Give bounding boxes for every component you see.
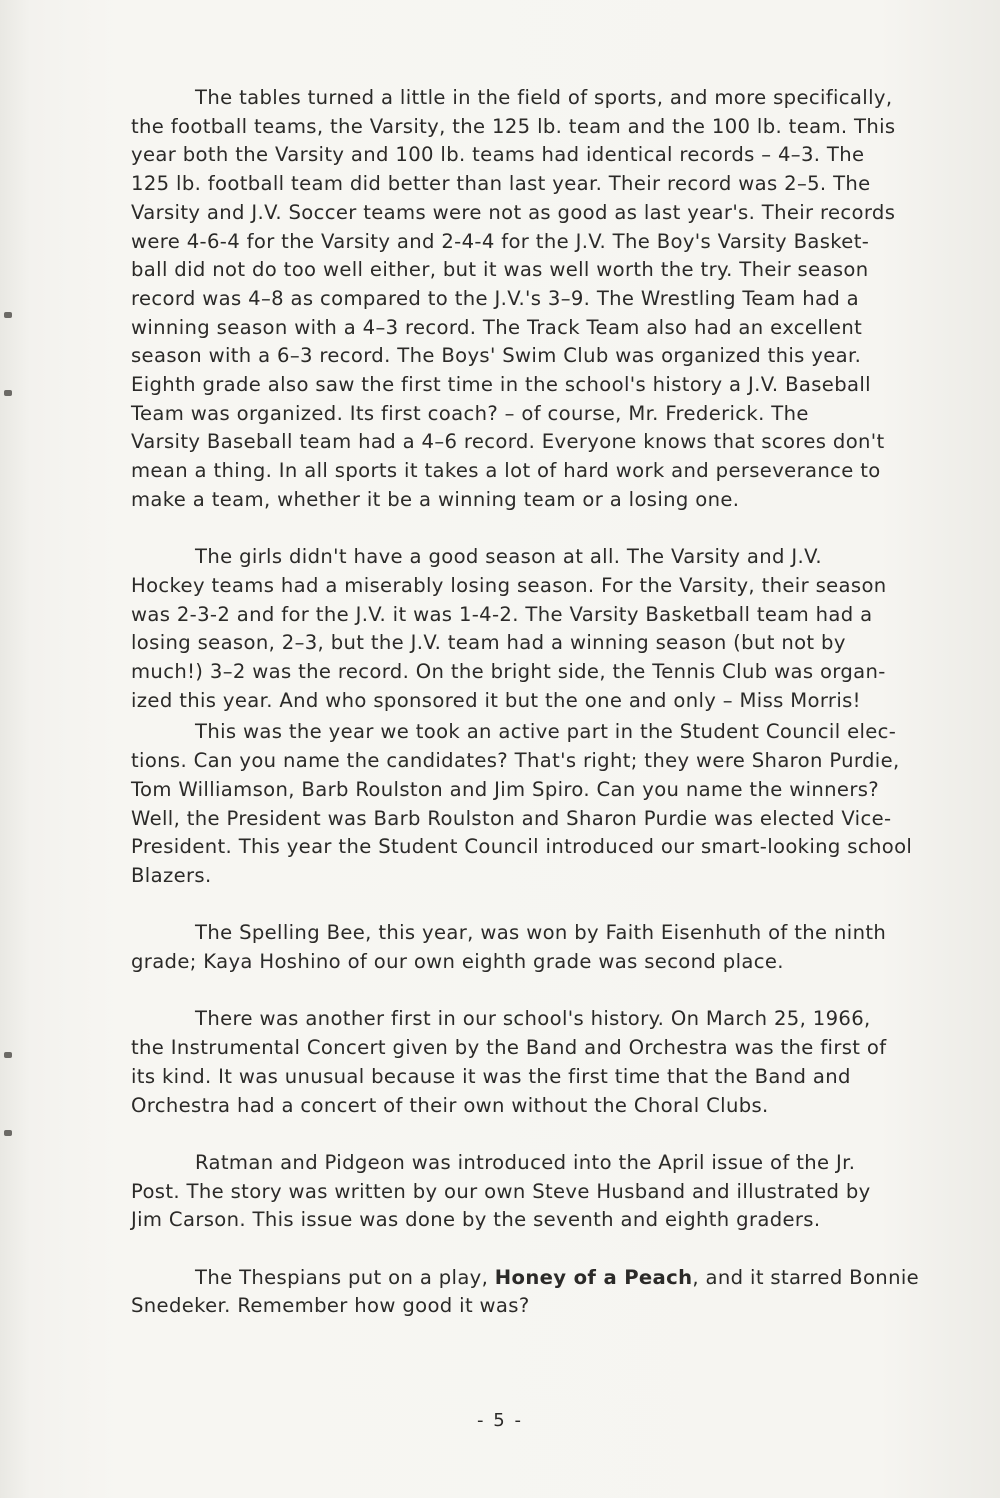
paragraph-gap — [131, 977, 931, 1006]
binding-mark — [4, 390, 12, 396]
paragraph-gap — [131, 1120, 931, 1149]
text-line: ball did not do too well either, but it was well worth the try. Their season — [131, 258, 869, 282]
text-line: winning season with a 4–3 record. The Track Team also had an excellent — [131, 315, 863, 339]
text-line: were 4-6-4 for the Varsity and 2-4-4 for the J.V. The Boy's Varsity Basket- — [131, 229, 870, 253]
text-line: make a team, whether it be a winning team or a losing one. — [131, 487, 740, 511]
text-line: Well, the President was Barb Roulston and Sharon Purdie was elected Vice- — [131, 806, 892, 830]
text-line: Post. The story was written by our own Steve Husband and illustrated by — [131, 1179, 871, 1203]
page-number: - 5 - — [477, 1410, 523, 1431]
text-line: Tom Williamson, Barb Roulston and Jim Spiro. Can you name the winners? — [131, 777, 880, 801]
text-line: Varsity and J.V. Soccer teams were not as good as last year's. Their records — [131, 200, 896, 224]
play-title: Honey of a Peach — [494, 1265, 693, 1289]
text-line: tions. Can you name the candidates? That's right; they were Sharon Purdie, — [131, 749, 900, 773]
text-line: was 2-3-2 and for the J.V. it was 1-4-2. The Varsity Basketball team had a — [131, 602, 873, 626]
text-line: The girls didn't have a good season at all. The Varsity and J.V. — [195, 545, 822, 569]
text-line: ized this year. And who sponsored it but the one and only – Miss Morris! — [131, 688, 861, 712]
body-text — [131, 84, 931, 1321]
text-line: Team was organized. Its first coach? – of course, Mr. Frederick. The — [131, 401, 809, 425]
text-line: This was the year we took an active part in the Student Council elec- — [195, 720, 897, 744]
binding-mark — [4, 1052, 12, 1058]
binding-mark — [4, 1130, 12, 1136]
text-line: the football teams, the Varsity, the 125 lb. team and the 100 lb. team. This — [131, 114, 896, 138]
text-fragment: , and it starred Bonnie — [692, 1265, 920, 1289]
paragraph-student-council — [131, 718, 931, 890]
paragraph-spelling-bee — [131, 919, 931, 976]
text-line: The tables turned a little in the field of sports, and more specifically, — [195, 86, 893, 109]
text-line: Ratman and Pidgeon was introduced into the April issue of the Jr. — [195, 1150, 856, 1174]
paragraph-gap — [131, 515, 931, 544]
paragraph-girls-sports — [131, 543, 931, 715]
text-line: There was another first in our school's history. On March 25, 1966, — [195, 1007, 871, 1031]
paragraph-thespians — [131, 1264, 931, 1321]
paragraph-sports — [131, 84, 931, 515]
paragraph-gap — [131, 1235, 931, 1264]
paragraph-ratman-pidgeon — [131, 1149, 931, 1235]
paragraph-gap — [131, 891, 931, 920]
text-line: much!) 3–2 was the record. On the bright side, the Tennis Club was organ- — [131, 660, 886, 684]
text-line: mean a thing. In all sports it takes a lot of hard work and perseverance to — [131, 459, 881, 483]
text-line: 125 lb. football team did better than last year. Their record was 2–5. The — [131, 172, 871, 196]
text-line: record was 4–8 as compared to the J.V.'s 3–9. The Wrestling Team had a — [131, 286, 860, 310]
text-line: Orchestra had a concert of their own without the Choral Clubs. — [131, 1093, 769, 1117]
text-line: President. This year the Student Council introduced our smart-looking school — [131, 835, 913, 859]
text-line: year both the Varsity and 100 lb. teams had identical records – 4–3. The — [131, 143, 865, 167]
paragraph-instrumental-concert — [131, 1005, 931, 1120]
text-line: the Instrumental Concert given by the Band and Orchestra was the first of — [131, 1036, 887, 1060]
text-line: Eighth grade also saw the first time in the school's history a J.V. Baseball — [131, 373, 871, 397]
text-line: losing season, 2–3, but the J.V. team had a winning season (but not by — [131, 631, 846, 655]
text-line: Hockey teams had a miserably losing season. For the Varsity, their season — [131, 573, 887, 597]
text-line: grade; Kaya Hoshino of our own eighth grade was second place. — [131, 950, 784, 974]
text-line: The Spelling Bee, this year, was won by Faith Eisenhuth of the ninth — [195, 921, 887, 945]
text-line: Jim Carson. This issue was done by the seventh and eighth graders. — [131, 1208, 821, 1232]
text-line: Snedeker. Remember how good it was? — [131, 1294, 530, 1318]
binding-mark — [4, 312, 12, 318]
text-line: Varsity Baseball team had a 4–6 record. Everyone knows that scores don't — [131, 430, 885, 454]
text-line — [131, 1264, 931, 1293]
text-line: its kind. It was unusual because it was the first time that the Band and — [131, 1064, 851, 1088]
text-line: season with a 6–3 record. The Boys' Swim Club was organized this year. — [131, 344, 862, 368]
text-line: Blazers. — [131, 863, 212, 887]
text-fragment: The Thespians put on a play, — [195, 1265, 495, 1289]
